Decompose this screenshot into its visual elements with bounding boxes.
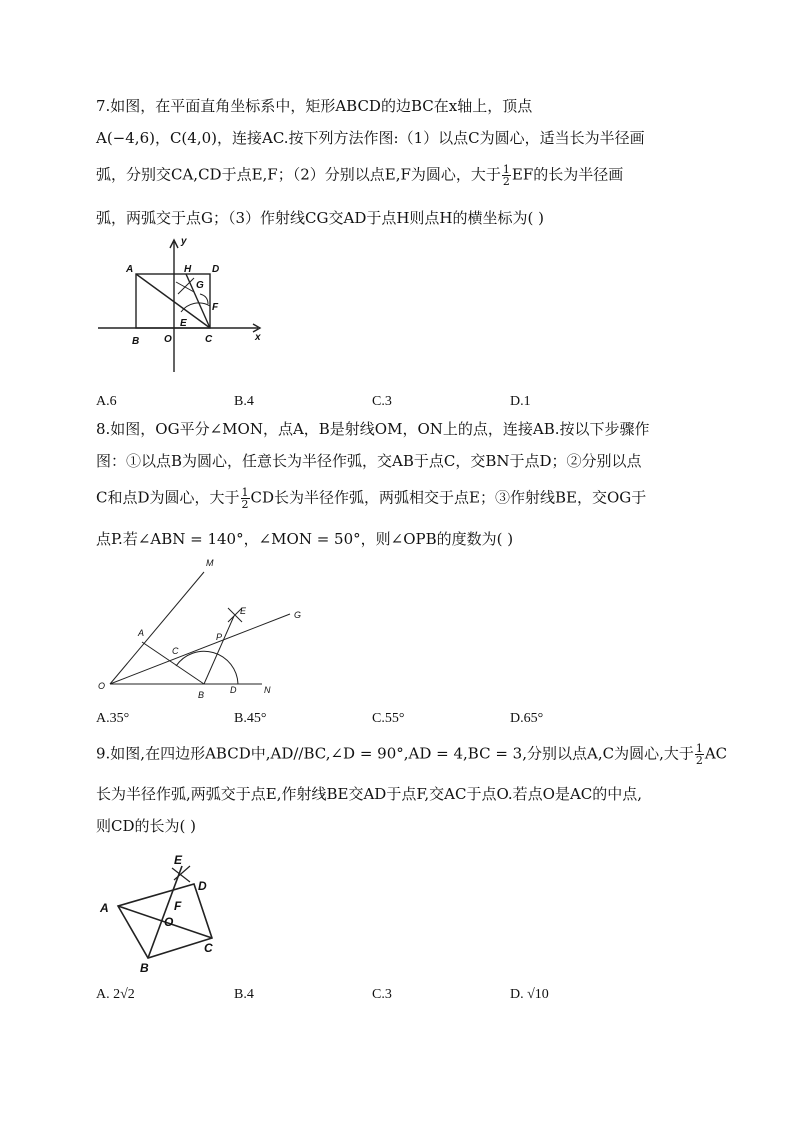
q9-option-c[interactable]: C.3 <box>372 987 392 1002</box>
q9-option-d[interactable]: D. √10 <box>510 987 549 1002</box>
q9-label-D: D <box>198 879 207 893</box>
q8-line-3-start: C和点D为圆心，大于 <box>96 488 240 507</box>
q7-label-D: D <box>212 264 220 275</box>
q9-label-O: O <box>164 915 174 929</box>
q7-label-C: C <box>205 334 213 345</box>
q8-label-A: A <box>138 628 145 638</box>
q9-label-C: C <box>204 941 213 955</box>
q7-label-A: A <box>126 264 134 275</box>
q8-label-G: G <box>294 610 302 620</box>
q7-label-x: x <box>255 332 261 343</box>
q8-label-N: N <box>264 685 271 695</box>
q8-fraction-half: $\frac{1}{2}$ <box>241 486 249 511</box>
q9-line-1-start: 9.如图,在四边形ABCD中,AD//BC,∠D = 90°,AD = 4,BC = 3,分别以点A,C为圆心,大于 <box>96 744 694 763</box>
q7-label-H: H <box>184 264 192 275</box>
q7-line-3-start: 弧，分别交CA,CD于点E,F；（2）分别以点E,F为圆心，大于 <box>96 165 501 184</box>
q9-line-3: 则CD的长为( ) <box>96 817 196 835</box>
q7-figure <box>94 236 266 376</box>
q8-option-a[interactable]: A.35° <box>96 711 130 726</box>
q7-label-G: G <box>196 280 204 291</box>
q7-fraction-half: $\frac{1}{2}$ <box>502 163 510 188</box>
q8-line-3-end: CD长为半径作弧，两弧相交于点E；③作射线BE，交OG于 <box>250 488 647 507</box>
q7-line-4: 弧，两弧交于点G；（3）作射线CG交AD于点H则点H的横坐标为( ) <box>96 209 544 227</box>
q9-figure <box>96 848 230 974</box>
q7-option-a[interactable]: A.6 <box>96 394 117 409</box>
q8-line-3 <box>96 487 646 510</box>
q9-line-2: 长为半径作弧,两弧交于点E,作射线BE交AD于点F,交AC于点O.若点O是AC的中点, <box>96 785 643 803</box>
q8-line-4: 点P.若∠ABN = 140°，∠MON = 50°，则∠OPB的度数为( ) <box>96 530 514 548</box>
q9-label-F: F <box>174 899 182 913</box>
q8-ray-BE <box>204 616 234 684</box>
q7-line-3 <box>96 164 623 187</box>
q8-ray-OG <box>110 614 290 684</box>
q7-line-2: A(−4,6)，C(4,0)，连接AC.按下列方法作图:（1）以点C为圆心，适当长为半径画 <box>96 129 645 147</box>
q7-label-y: y <box>181 236 187 247</box>
q7-line-3-end: EF的长为半径画 <box>511 165 624 184</box>
q7-label-B: B <box>132 336 140 347</box>
q7-arc-F <box>200 294 208 304</box>
q9-fraction-half: $\frac{1}{2}$ <box>695 742 703 767</box>
q8-arc-CD <box>176 651 238 684</box>
q9-label-A: A <box>100 901 109 915</box>
q8-label-O: O <box>98 681 106 691</box>
q8-option-b[interactable]: B.45° <box>234 711 267 726</box>
q7-line-1: 7.如图，在平面直角坐标系中，矩形ABCD的边BC在x轴上，顶点 <box>96 97 533 115</box>
q9-line-1 <box>96 743 727 766</box>
q8-label-E: E <box>240 606 247 616</box>
q8-line-1: 8.如图，OG平分∠MON，点A，B是射线OM，ON上的点，连接AB.按以下步骤作 <box>96 420 650 438</box>
q7-label-O: O <box>164 334 172 345</box>
q8-label-C: C <box>172 646 179 656</box>
q8-figure <box>94 556 308 702</box>
q8-line-2: 图：①以点B为圆心，任意长为半径作弧，交AB于点C，交BN于点D；②分别以点 <box>96 452 642 470</box>
q8-option-c[interactable]: C.55° <box>372 711 405 726</box>
q7-label-E: E <box>180 318 187 329</box>
q7-option-b[interactable]: B.4 <box>234 394 254 409</box>
q8-ray-OM <box>110 572 204 684</box>
q8-label-P: P <box>216 632 223 642</box>
q7-option-d[interactable]: D.1 <box>510 394 531 409</box>
q9-line-1-end: AC <box>704 744 728 763</box>
q8-label-B: B <box>198 690 205 700</box>
q9-option-b[interactable]: B.4 <box>234 987 254 1002</box>
q7-label-F: F <box>212 302 219 313</box>
q9-option-a[interactable]: A. 2√2 <box>96 987 135 1002</box>
q9-label-E: E <box>174 853 183 867</box>
q8-label-M: M <box>206 558 214 568</box>
q9-label-B: B <box>140 961 149 974</box>
q7-option-c[interactable]: C.3 <box>372 394 392 409</box>
q8-option-d[interactable]: D.65° <box>510 711 544 726</box>
q8-label-D: D <box>230 685 237 695</box>
